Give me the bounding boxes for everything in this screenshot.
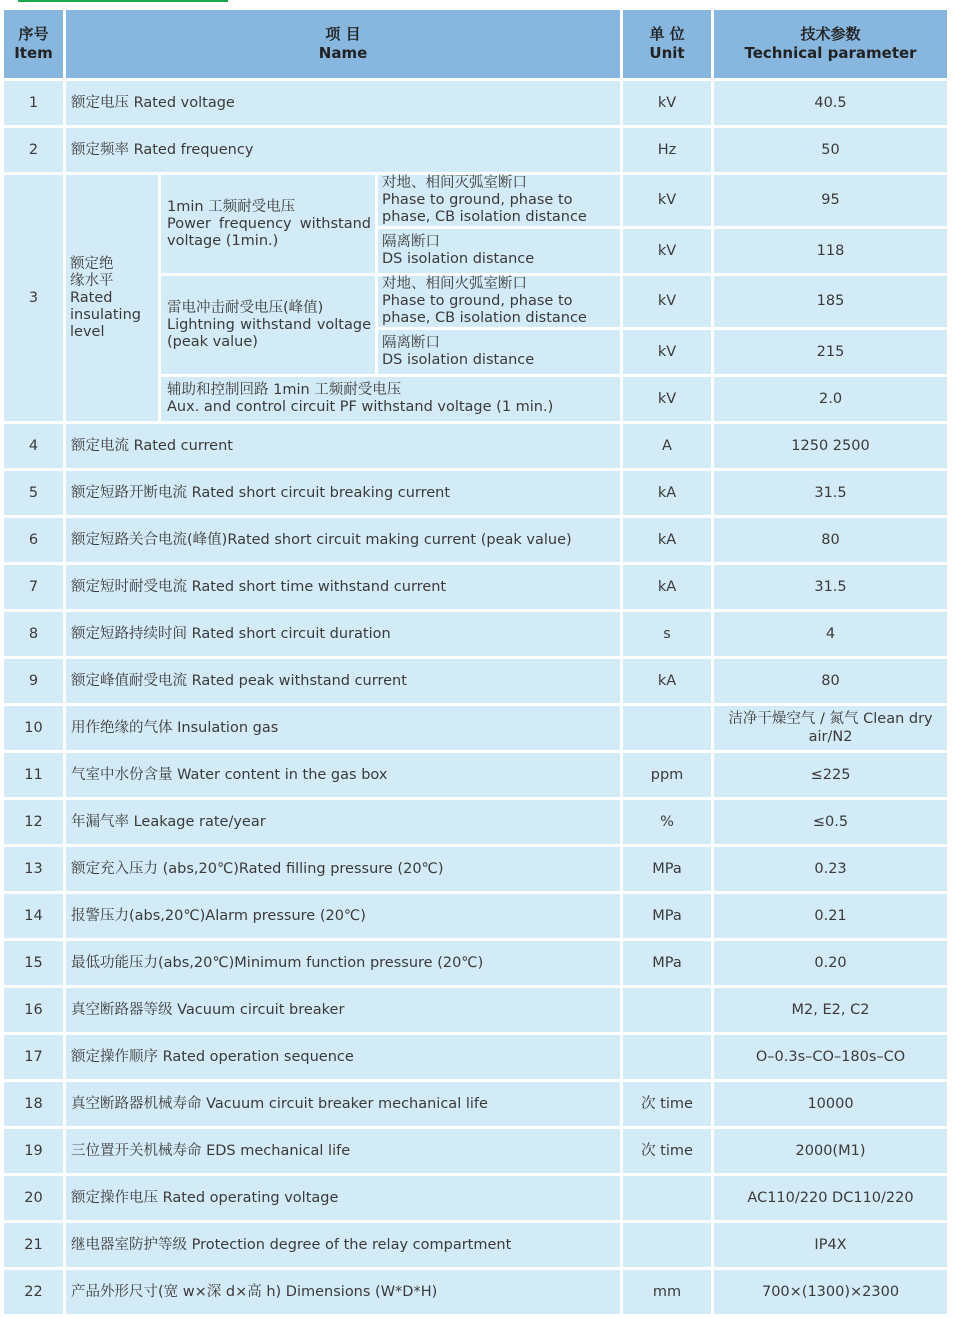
item-value: 4 xyxy=(714,612,947,656)
item-value: ≤0.5 xyxy=(714,800,947,844)
item-value: 185 xyxy=(714,276,947,327)
item-name: 三位置开关机械寿命 EDS mechanical life xyxy=(66,1129,620,1173)
table-row xyxy=(4,471,947,515)
item-unit: mm xyxy=(623,1270,711,1314)
item-name-insulation-level: 额定绝缘水平 Rated insulating level xyxy=(66,175,158,421)
table-row xyxy=(4,847,947,891)
table-row xyxy=(4,424,947,468)
item-unit xyxy=(623,1176,711,1220)
technical-parameter-table xyxy=(1,7,950,1317)
item-value: 118 xyxy=(714,229,947,273)
item-name: 额定频率 Rated frequency xyxy=(66,128,620,172)
table-row xyxy=(4,1176,947,1220)
item-value: 2.0 xyxy=(714,377,947,421)
item-unit: kV xyxy=(623,377,711,421)
item-unit: MPa xyxy=(623,894,711,938)
item-value: O–0.3s–CO–180s–CO xyxy=(714,1035,947,1079)
item-unit: kV xyxy=(623,330,711,374)
item-name: 继电器室防护等级 Protection degree of the relay compartment xyxy=(66,1223,620,1267)
item-value: 0.23 xyxy=(714,847,947,891)
item-unit: kA xyxy=(623,659,711,703)
item-number: 12 xyxy=(4,800,63,844)
header-unit: 单 位 Unit xyxy=(623,10,711,78)
table-row xyxy=(4,941,947,985)
item-name: 额定短时耐受电流 Rated short time withstand current xyxy=(66,565,620,609)
item-number: 1 xyxy=(4,81,63,125)
item-number: 7 xyxy=(4,565,63,609)
item-unit xyxy=(623,1035,711,1079)
item-name: 真空断路器机械寿命 Vacuum circuit breaker mechanical life xyxy=(66,1082,620,1126)
item-unit: Hz xyxy=(623,128,711,172)
item-value: 215 xyxy=(714,330,947,374)
table-row xyxy=(4,800,947,844)
item-value: IP4X xyxy=(714,1223,947,1267)
item-value: ≤225 xyxy=(714,753,947,797)
item-value: 700×(1300)×2300 xyxy=(714,1270,947,1314)
item-value: 80 xyxy=(714,659,947,703)
item-name: 气室中水份含量 Water content in the gas box xyxy=(66,753,620,797)
item-number: 4 xyxy=(4,424,63,468)
item-value: 0.20 xyxy=(714,941,947,985)
item-unit xyxy=(623,1223,711,1267)
table-row xyxy=(4,518,947,562)
item-name: 额定充入压力 (abs,20℃)Rated filling pressure (20℃) xyxy=(66,847,620,891)
item-value: 95 xyxy=(714,175,947,226)
header-technical-parameter: 技术参数 Technical parameter xyxy=(714,10,947,78)
header-name: 项 目 Name xyxy=(66,10,620,78)
item-number: 19 xyxy=(4,1129,63,1173)
item-unit: kV xyxy=(623,229,711,273)
item-unit: kA xyxy=(623,565,711,609)
table-row xyxy=(4,988,947,1032)
sub-item-label: 隔离断口 DS isolation distance xyxy=(378,229,620,273)
table-row xyxy=(4,1223,947,1267)
item-number: 16 xyxy=(4,988,63,1032)
item-number: 8 xyxy=(4,612,63,656)
item-name: 额定短路持续时间 Rated short circuit duration xyxy=(66,612,620,656)
item-value: 0.21 xyxy=(714,894,947,938)
sub-item-label: 对地、相间火弧室断口 Phase to ground, phase to phase, CB isolation distance xyxy=(378,276,620,327)
table-row xyxy=(4,128,947,172)
item-value: 1250 2500 xyxy=(714,424,947,468)
item-name: 年漏气率 Leakage rate/year xyxy=(66,800,620,844)
item-unit: MPa xyxy=(623,941,711,985)
item-number: 18 xyxy=(4,1082,63,1126)
item-value: 50 xyxy=(714,128,947,172)
item-unit: MPa xyxy=(623,847,711,891)
item-unit: % xyxy=(623,800,711,844)
item-name: 额定操作电压 Rated operating voltage xyxy=(66,1176,620,1220)
sub-item-aux-voltage: 辅助和控制回路 1min 工频耐受电压 Aux. and control circuit PF withstand voltage (1 min.) xyxy=(161,377,620,421)
table-row-insulation xyxy=(4,175,947,226)
item-unit xyxy=(623,988,711,1032)
item-number: 2 xyxy=(4,128,63,172)
sub-item-label: 对地、相间灭弧室断口 Phase to ground, phase to phase, CB isolation distance xyxy=(378,175,620,226)
item-name: 最低功能压力(abs,20℃)Minimum function pressure (20℃) xyxy=(66,941,620,985)
item-unit: 次 time xyxy=(623,1129,711,1173)
item-unit: ppm xyxy=(623,753,711,797)
table-row xyxy=(4,565,947,609)
item-unit: s xyxy=(623,612,711,656)
item-name: 额定短路开断电流 Rated short circuit breaking current xyxy=(66,471,620,515)
item-name: 额定峰值耐受电流 Rated peak withstand current xyxy=(66,659,620,703)
item-number: 13 xyxy=(4,847,63,891)
item-unit: kV xyxy=(623,81,711,125)
item-value: AC110/220 DC110/220 xyxy=(714,1176,947,1220)
item-unit xyxy=(623,706,711,750)
item-name: 报警压力(abs,20℃)Alarm pressure (20℃) xyxy=(66,894,620,938)
item-unit: kA xyxy=(623,471,711,515)
item-name: 真空断路器等级 Vacuum circuit breaker xyxy=(66,988,620,1032)
item-unit: kA xyxy=(623,518,711,562)
item-name: 产品外形尺寸(宽 w×深 d×高 h) Dimensions (W*D*H) xyxy=(66,1270,620,1314)
item-number: 22 xyxy=(4,1270,63,1314)
item-number: 21 xyxy=(4,1223,63,1267)
table-row xyxy=(4,753,947,797)
table-row xyxy=(4,659,947,703)
table-row xyxy=(4,894,947,938)
item-value: 10000 xyxy=(714,1082,947,1126)
item-name: 额定操作顺序 Rated operation sequence xyxy=(66,1035,620,1079)
item-name: 额定电压 Rated voltage xyxy=(66,81,620,125)
accent-bar xyxy=(18,0,228,2)
sub-item-label: 隔离断口 DS isolation distance xyxy=(378,330,620,374)
item-name: 用作绝缘的气体 Insulation gas xyxy=(66,706,620,750)
table-row xyxy=(4,1270,947,1314)
item-number: 9 xyxy=(4,659,63,703)
table-row xyxy=(4,81,947,125)
table-header-row xyxy=(4,10,947,78)
group-lightning-withstand: 雷电冲击耐受电压(峰值) Lightning withstand voltage (peak value) xyxy=(161,276,375,374)
group-power-frequency: 1min 工频耐受电压 Power frequency withstand voltage (1min.) xyxy=(161,175,375,273)
item-name: 额定电流 Rated current xyxy=(66,424,620,468)
item-number: 17 xyxy=(4,1035,63,1079)
header-item: 序号 Item xyxy=(4,10,63,78)
item-number: 10 xyxy=(4,706,63,750)
table-row xyxy=(4,1035,947,1079)
item-number: 3 xyxy=(4,175,63,421)
item-number: 15 xyxy=(4,941,63,985)
item-value: 洁净干燥空气 / 氮气 Clean dry air/N2 xyxy=(714,706,947,750)
item-unit: A xyxy=(623,424,711,468)
item-unit: kV xyxy=(623,276,711,327)
item-number: 20 xyxy=(4,1176,63,1220)
item-value: 31.5 xyxy=(714,471,947,515)
table-row xyxy=(4,1082,947,1126)
item-value: 80 xyxy=(714,518,947,562)
item-number: 6 xyxy=(4,518,63,562)
item-value: 2000(M1) xyxy=(714,1129,947,1173)
item-unit: 次 time xyxy=(623,1082,711,1126)
item-number: 5 xyxy=(4,471,63,515)
item-value: 40.5 xyxy=(714,81,947,125)
table-row xyxy=(4,706,947,750)
item-unit: kV xyxy=(623,175,711,226)
table-row xyxy=(4,1129,947,1173)
item-value: M2, E2, C2 xyxy=(714,988,947,1032)
item-number: 14 xyxy=(4,894,63,938)
item-value: 31.5 xyxy=(714,565,947,609)
item-number: 11 xyxy=(4,753,63,797)
item-name: 额定短路关合电流(峰值)Rated short circuit making current (peak value) xyxy=(66,518,620,562)
table-row xyxy=(4,612,947,656)
